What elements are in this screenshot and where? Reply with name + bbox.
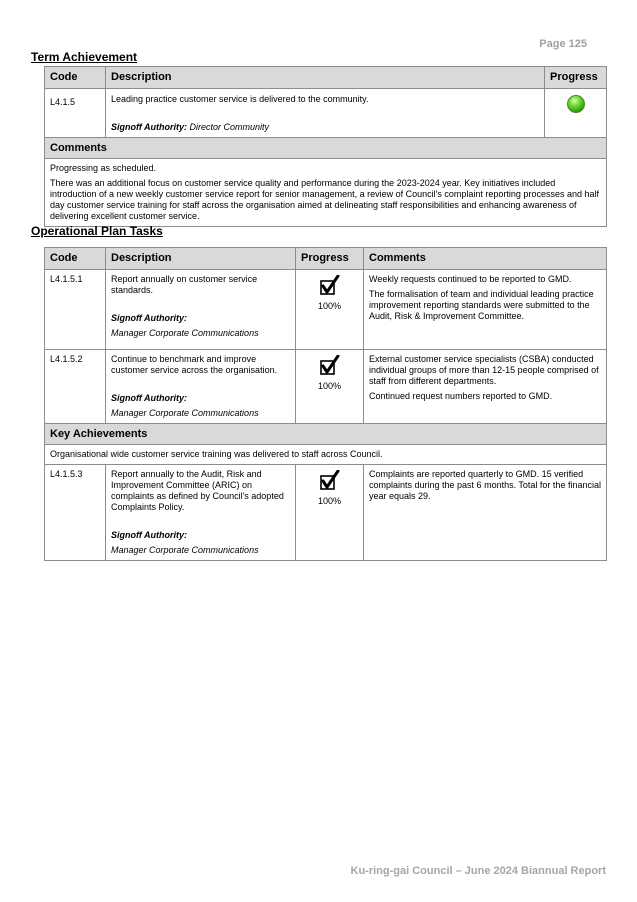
- task-description-cell: [106, 270, 296, 350]
- task-code: L4.1.5.2: [50, 354, 83, 364]
- task-progress-cell: [296, 465, 364, 561]
- task-progress-percent: 100%: [317, 301, 342, 311]
- term-achievement-table: [44, 66, 607, 227]
- header-description: Description: [106, 67, 545, 89]
- task-code: L4.1.5.3: [50, 469, 83, 479]
- task-description: Report annually to the Audit, Risk and Improvement Committee (ARIC) on complaints as defined by Council's adopted Complaints Policy.: [111, 469, 284, 512]
- row-code: L4.1.5: [50, 97, 76, 107]
- operational-header-row: [45, 248, 607, 270]
- task-comments-cell: [364, 465, 607, 561]
- operational-plan-heading: Operational Plan Tasks: [31, 224, 163, 238]
- checkbox-checked-icon: [296, 355, 363, 379]
- task-description: Report annually on customer service standards.: [111, 274, 258, 295]
- task-code-cell: [45, 465, 106, 561]
- op-header-comments: Comments: [364, 248, 607, 270]
- task-progress-cell: [296, 350, 364, 424]
- task-signoff-value: Manager Corporate Communications: [111, 408, 259, 418]
- task-comment: Continued request numbers reported to GMD.: [369, 391, 553, 401]
- task-description-cell: [106, 465, 296, 561]
- task-row: [45, 350, 607, 424]
- checkbox-checked-icon: [296, 470, 363, 494]
- checkbox-checked-icon: [296, 275, 363, 299]
- row-progress-cell: [545, 89, 607, 138]
- task-row: [45, 465, 607, 561]
- task-comment: The formalisation of team and individual leading practice improvement reporting standards were submitted to the Audit, Risk & Improvement Committee.: [369, 289, 594, 321]
- comments-row: [45, 159, 607, 227]
- task-code-cell: [45, 270, 106, 350]
- task-signoff-label: Signoff Authority:: [111, 530, 187, 540]
- key-achievements-header-row: [45, 424, 607, 445]
- signoff-label: Signoff Authority:: [111, 122, 187, 132]
- comment-line-1: Progressing as scheduled.: [50, 163, 157, 173]
- op-header-description: Description: [106, 248, 296, 270]
- key-achievements-row: [45, 445, 607, 465]
- task-signoff-label: Signoff Authority:: [111, 313, 187, 323]
- task-progress-percent: 100%: [317, 496, 342, 506]
- comments-cell: [45, 159, 607, 227]
- task-progress-cell: [296, 270, 364, 350]
- task-code-cell: [45, 350, 106, 424]
- task-signoff-label: Signoff Authority:: [111, 393, 187, 403]
- task-description-cell: [106, 350, 296, 424]
- report-footer: Ku-ring-gai Council – June 2024 Biannual Report: [350, 865, 606, 877]
- header-progress: Progress: [545, 67, 607, 89]
- signoff-value: Director Community: [187, 122, 270, 132]
- comments-header-row: [45, 138, 607, 159]
- page-number: Page 125: [539, 38, 587, 50]
- task-comments-cell: [364, 270, 607, 350]
- task-signoff-value: Manager Corporate Communications: [111, 328, 259, 338]
- task-row: [45, 270, 607, 350]
- term-achievement-heading: Term Achievement: [31, 50, 138, 64]
- comments-heading: Comments: [45, 138, 607, 159]
- task-description: Continue to benchmark and improve customer service across the organisation.: [111, 354, 278, 375]
- header-code: Code: [45, 67, 106, 89]
- row-description-cell: [106, 89, 545, 138]
- task-signoff-value: Manager Corporate Communications: [111, 545, 259, 555]
- key-achievements-cell: [45, 445, 607, 465]
- comment-line-2: There was an additional focus on customer service quality and performance during the 2023-2024 year. Key initiatives included introduction of a new weekly customer service report for senior management, a review of Council's complaint reporting processes and half day customer service training for staff across the organisation aimed at delineating staff responsibilities and enhancing awareness of delivering excellent customer service.: [50, 178, 599, 221]
- key-achievements-text: Organisational wide customer service training was delivered to staff across Council.: [50, 449, 383, 459]
- task-comment: Weekly requests continued to be reported to GMD.: [369, 274, 572, 284]
- op-header-code: Code: [45, 248, 106, 270]
- task-comments-cell: [364, 350, 607, 424]
- operational-plan-table: [44, 247, 607, 561]
- row-signoff: [111, 122, 539, 133]
- op-header-progress: Progress: [296, 248, 364, 270]
- term-achievement-header-row: [45, 67, 607, 89]
- row-code-cell: [45, 89, 106, 138]
- term-achievement-row: [45, 89, 607, 138]
- key-achievements-heading: Key Achievements: [45, 424, 607, 445]
- row-description: Leading practice customer service is delivered to the community.: [111, 94, 369, 104]
- task-progress-percent: 100%: [317, 381, 342, 391]
- task-comment: Complaints are reported quarterly to GMD. 15 verified complaints during the past 6 months. Total for the financial year equals 29.: [369, 469, 601, 501]
- task-comment: External customer service specialists (CSBA) conducted individual groups of more than 12-15 people comprised of staff from different departments.: [369, 354, 599, 386]
- status-green-dot-icon: [567, 95, 585, 113]
- task-code: L4.1.5.1: [50, 274, 83, 284]
